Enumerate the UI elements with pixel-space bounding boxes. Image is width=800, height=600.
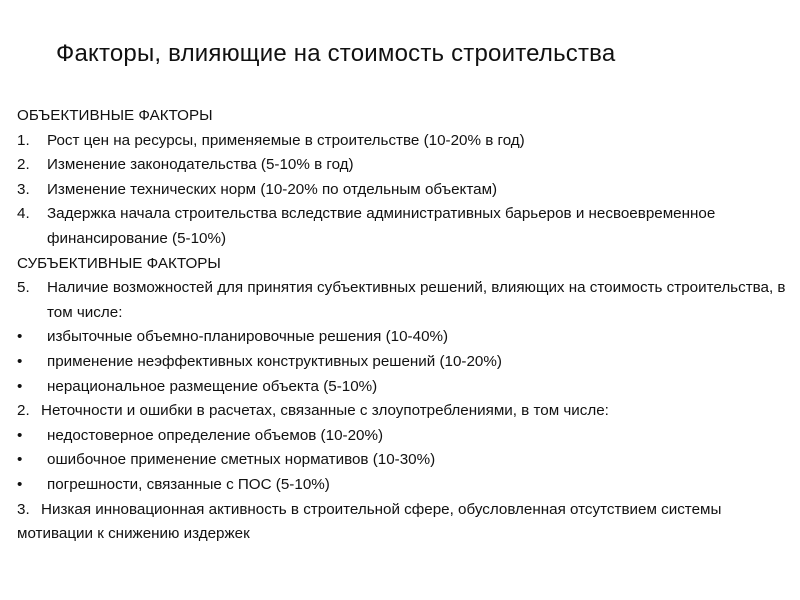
bullet-item-text: применение неэффективных конструктивных решений (10-20%) [47,352,502,370]
list-number: 3. [17,180,30,198]
bullet-item [17,350,787,375]
bullet-marker: • [17,426,23,444]
objective-heading: ОБЪЕКТИВНЫЕ ФАКТОРЫ [17,107,213,124]
slide-body [17,104,787,547]
list-number: 1. [17,131,30,149]
bullet-item [17,424,787,449]
bullet-marker: • [17,451,23,469]
list-item-text: Наличие возможностей для принятия субъективных решений, влияющих на стоимость строительства, в том числе: [47,279,786,321]
list-item-text: Задержка начала строительства вследствие административных барьеров и несвоевременное финансирование (5-10%) [47,205,716,247]
bullet-marker: • [17,352,23,370]
list-item [17,276,787,325]
bullet-item-text: погрешности, связанные с ПОС (5-10%) [47,475,330,493]
list-item-text: Изменение технических норм (10-20% по отдельным объектам) [47,180,498,198]
bullet-marker: • [17,377,23,395]
slide-title: Факторы, влияющие на стоимость строительства [56,40,616,67]
bullet-marker: • [17,475,23,493]
list-item [17,498,787,547]
list-item [17,202,787,251]
bullet-item-text: нерациональное размещение объекта (5-10%) [47,377,378,395]
list-item-text: Неточности и ошибки в расчетах, связанные с злоупотреблениями, в том числе: [41,402,609,420]
list-item-text: Низкая инновационная активность в строительной сфере, обусловленная отсутствием системы мотивации к снижению издержек [17,500,722,543]
bullet-item-text: избыточные объемно-планировочные решения (10-40%) [47,328,449,346]
list-number: 2. [17,402,30,420]
list-item [17,153,787,178]
bullet-marker: • [17,328,23,346]
bullet-item [17,325,787,350]
bullet-item [17,375,787,400]
list-number: 4. [17,205,30,223]
list-number: 2. [17,156,30,174]
list-item-text: Изменение законодательства (5-10% в год) [47,156,354,174]
list-item-text: Рост цен на ресурсы, применяемые в строительстве (10-20% в год) [47,131,525,149]
bullet-item [17,473,787,498]
list-item [17,129,787,154]
list-item [17,399,787,424]
list-item [17,178,787,203]
bullet-item-text: ошибочное применение сметных нормативов (10-30%) [47,451,436,469]
list-number: 3. [17,500,30,518]
list-number: 5. [17,279,30,297]
subjective-heading: СУБЪЕКТИВНЫЕ ФАКТОРЫ [17,254,221,272]
bullet-item-text: недостоверное определение объемов (10-20%) [47,426,384,444]
bullet-item [17,448,787,473]
